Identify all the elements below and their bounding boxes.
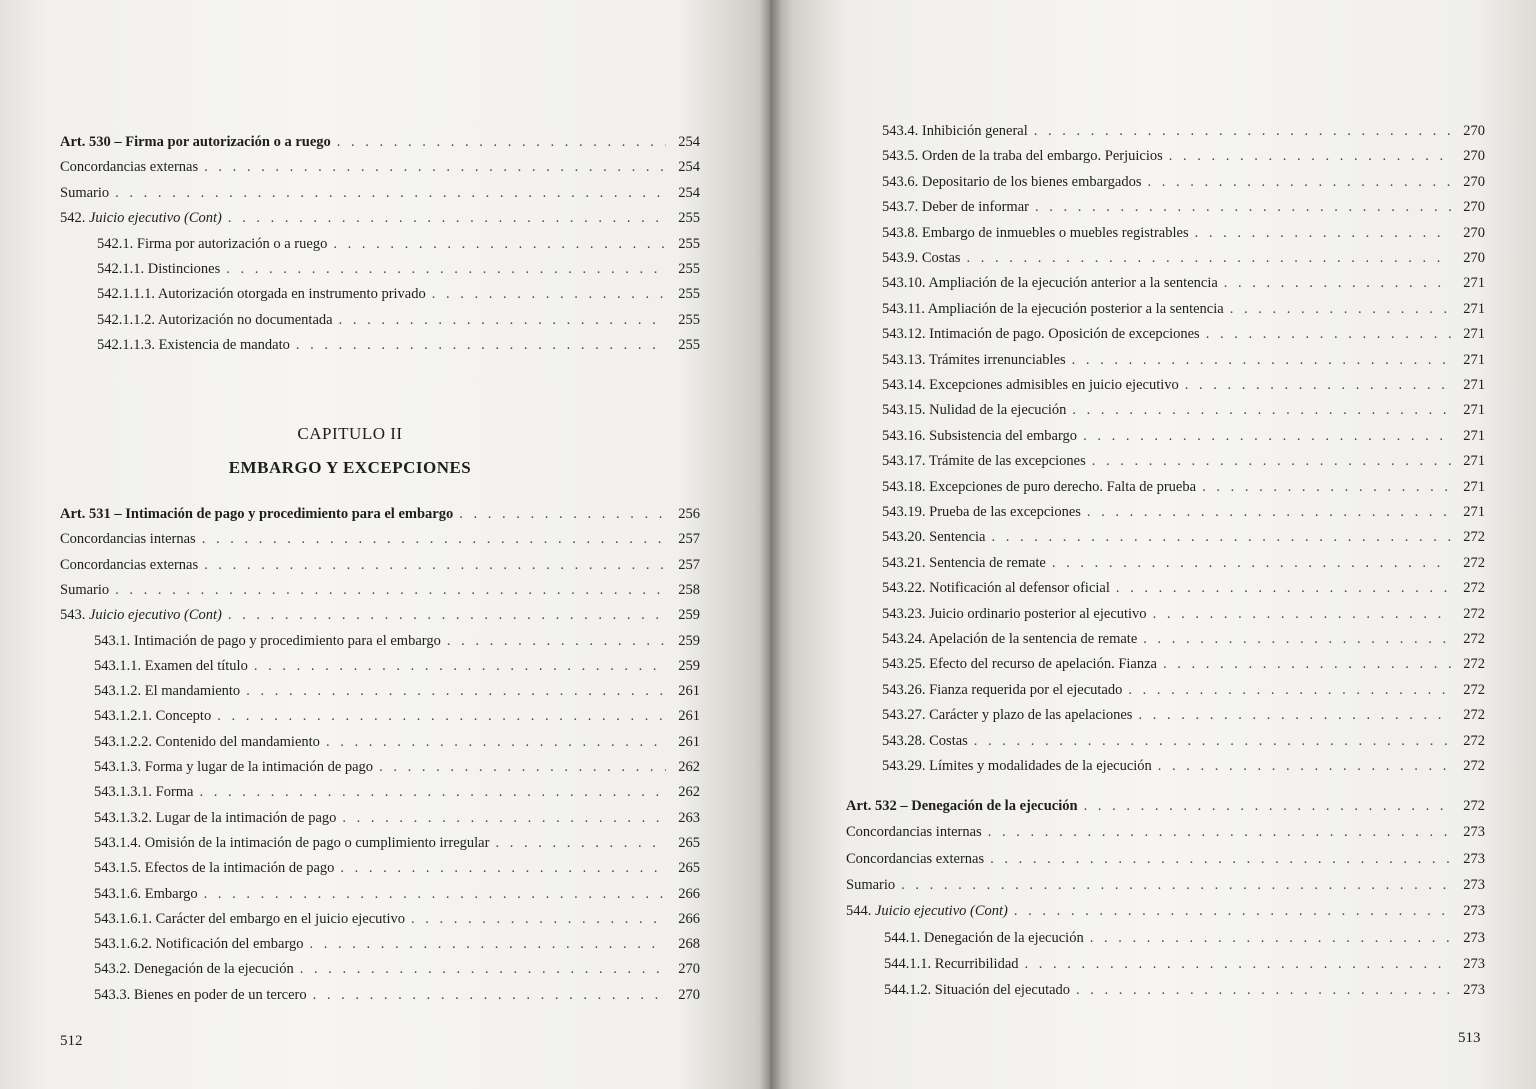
toc-entry-page: 256 [678, 506, 700, 522]
leader-dots [1025, 955, 1451, 973]
leader-dots [326, 733, 666, 751]
leader-dots [339, 311, 666, 329]
leader-dots [1230, 300, 1451, 318]
toc-entry-page: 272 [1463, 732, 1485, 749]
leader-dots [204, 556, 666, 574]
toc-entry-page: 273 [1463, 850, 1485, 867]
toc-entry-label: Art. 532 – Denegación de la ejecución [846, 798, 1078, 814]
toc-entry-label: 543.16. Subsistencia del embargo [882, 427, 1078, 444]
leader-dots [379, 758, 666, 776]
toc-entry [94, 758, 700, 776]
toc-entry-page: 270 [678, 961, 700, 978]
toc-entry-page: 271 [1463, 453, 1485, 470]
toc-entry-label: 543.1.3.2. Lugar de la intimación de pago [94, 809, 337, 826]
leader-dots [1169, 147, 1451, 165]
toc-entry [94, 682, 700, 700]
leader-dots [1138, 706, 1451, 724]
toc-entry-label: 542.1.1. Distinciones [97, 261, 221, 277]
toc-entry-label: Concordancias internas [846, 824, 982, 841]
toc-entry-label: 543.22. Notificación al defensor oficial [882, 580, 1110, 597]
toc-entry [882, 325, 1485, 343]
toc-entry-page: 257 [678, 556, 700, 573]
leader-dots [1128, 681, 1451, 699]
leader-dots [901, 876, 1451, 894]
toc-entry [882, 224, 1485, 242]
leader-dots [974, 732, 1451, 750]
leader-dots [1185, 376, 1451, 394]
leader-dots [1143, 630, 1451, 648]
toc-entry [846, 797, 1485, 815]
leader-dots [1092, 452, 1451, 470]
toc-entry-label: 543.14. Excepciones admisibles en juicio ejecutivo [882, 377, 1179, 393]
leader-dots [1034, 122, 1451, 140]
toc-entry-page: 270 [678, 986, 700, 1003]
leader-dots [1084, 797, 1451, 815]
toc-entry-label: 543.1.6.1. Carácter del embargo en el juicio ejecutivo [94, 910, 405, 927]
toc-entry-page: 255 [678, 261, 700, 277]
leader-dots [228, 209, 666, 227]
toc-entry [882, 503, 1485, 521]
leader-dots [459, 505, 666, 523]
toc-entry-page: 271 [1463, 275, 1485, 292]
toc-entry-label: Concordancias internas [60, 531, 196, 548]
leader-dots [1014, 902, 1451, 920]
leader-dots [432, 285, 666, 303]
leader-dots [300, 960, 666, 978]
leader-dots [337, 133, 666, 151]
page-number-left: 512 [60, 1033, 83, 1049]
toc-entry [882, 198, 1485, 216]
toc-entry [882, 478, 1485, 496]
toc-entry-page: 265 [678, 860, 700, 877]
toc-entry-label: 543.17. Trámite de las excepciones [882, 453, 1086, 470]
leader-dots [1224, 274, 1451, 292]
leader-dots [990, 850, 1451, 868]
toc-entry-page: 272 [1463, 580, 1485, 597]
toc-entry [882, 376, 1485, 394]
leader-dots [988, 823, 1451, 841]
toc-entry [94, 707, 700, 725]
toc-entry-page: 272 [1463, 656, 1485, 673]
toc-entry [882, 732, 1485, 750]
leader-dots [228, 606, 666, 624]
toc-entry-page: 266 [678, 910, 700, 927]
toc-entry [882, 554, 1485, 572]
toc-entry-label: Concordancias externas [60, 159, 199, 176]
toc-entry-page: 259 [678, 657, 700, 674]
toc-entry-page: 259 [678, 632, 700, 649]
toc-entry-label: 543.8. Embargo de inmuebles o muebles registrables [882, 224, 1189, 241]
toc-entry-page: 270 [1463, 250, 1485, 266]
toc-entry-label: 543.7. Deber de informar [882, 199, 1029, 216]
toc-entry-page: 272 [1463, 605, 1485, 622]
toc-entry-page: 261 [678, 708, 700, 725]
leader-dots [342, 809, 666, 827]
toc-entry-page: 271 [1463, 300, 1485, 317]
toc-entry-page: 255 [678, 235, 700, 252]
toc-entry [60, 184, 700, 202]
toc-entry-label: 543.4. Inhibición general [882, 123, 1028, 139]
toc-entry [882, 605, 1485, 623]
leader-dots [1035, 198, 1451, 216]
toc-entry [882, 147, 1485, 165]
toc-entry-label: 543.13. Trámites irrenunciables [882, 351, 1066, 368]
toc-entry-label: 542.1. Firma por autorización o a ruego [97, 235, 328, 252]
toc-entry-label: 543.1.3. Forma y lugar de la intimación de pago [94, 759, 374, 775]
toc-entry-page: 270 [1463, 224, 1485, 241]
leader-dots [115, 184, 666, 202]
toc-entry-page: 272 [1463, 758, 1485, 774]
toc-entry [94, 986, 700, 1004]
leader-dots [296, 336, 666, 354]
toc-entry-page: 259 [678, 607, 700, 624]
leader-dots [967, 249, 1451, 267]
leader-dots [1195, 224, 1451, 242]
toc-entry [60, 133, 700, 151]
leader-dots [1052, 554, 1451, 572]
leader-dots [1202, 478, 1451, 496]
leader-dots [1087, 503, 1451, 521]
toc-entry [884, 929, 1485, 947]
toc-entry-page: 263 [678, 809, 700, 826]
toc-entry [884, 981, 1485, 999]
leader-dots [313, 986, 666, 1004]
toc-entry-label: 543.25. Efecto del recurso de apelación. Fianza [882, 656, 1157, 673]
leader-dots [447, 632, 666, 650]
toc-entry-page: 272 [1463, 529, 1485, 546]
toc-entry-label: 543.1.1. Examen del título [94, 657, 248, 674]
toc-entry-page: 257 [678, 531, 700, 548]
toc-entry [882, 300, 1485, 318]
toc-entry [882, 351, 1485, 369]
toc-entry-label: 543.26. Fianza requerida por el ejecutado [882, 681, 1123, 698]
toc-entry [94, 885, 700, 903]
toc-entry-label: 543.1.2.1. Concepto [94, 708, 212, 725]
toc-entry-page: 271 [1463, 402, 1485, 419]
toc-entry-page: 255 [678, 311, 700, 328]
toc-entry-page: 268 [678, 936, 700, 953]
toc-entry-page: 271 [1463, 427, 1485, 444]
toc-entry-page: 258 [678, 581, 700, 598]
toc-entry-page: 270 [1463, 173, 1485, 190]
leader-dots [333, 235, 666, 253]
leader-dots [1072, 401, 1451, 419]
toc-entry-label: Art. 531 – Intimación de pago y procedimiento para el embargo [60, 506, 454, 522]
leader-dots [495, 834, 666, 852]
leader-dots [1090, 929, 1451, 947]
toc-entry-label: 543.10. Ampliación de la ejecución anterior a la sentencia [882, 275, 1218, 292]
toc-entry-label: 543.3. Bienes en poder de un tercero [94, 986, 307, 1003]
toc-entry [97, 260, 700, 278]
toc-entry [97, 336, 700, 354]
toc-entry-label: 543.18. Excepciones de puro derecho. Falta de prueba [882, 478, 1197, 495]
toc-entry-page: 271 [1463, 377, 1485, 393]
toc-entry-page: 272 [1463, 554, 1485, 571]
toc-entry [60, 581, 700, 599]
toc-entry-label: 543.1.6.2. Notificación del embargo [94, 936, 304, 953]
toc-entry-page: 271 [1463, 504, 1485, 520]
toc-entry-label: 543.23. Juicio ordinario posterior al ejecutivo [882, 605, 1147, 622]
toc-entry-page: 272 [1463, 631, 1485, 647]
toc-entry-page: 254 [678, 184, 700, 201]
toc-entry [882, 122, 1485, 140]
toc-entry-label: 542. Juicio ejecutivo (Cont) [60, 210, 222, 227]
toc-entry-label: 543.9. Costas [882, 250, 961, 266]
leader-dots [1116, 579, 1451, 597]
leader-dots [217, 707, 666, 725]
toc-entry-label: Sumario [60, 184, 110, 201]
toc-entry-label: 543.28. Costas [882, 732, 968, 749]
toc-entry-label: 543.1.2.2. Contenido del mandamiento [94, 733, 320, 750]
toc-entry [884, 955, 1485, 973]
toc-entry [97, 311, 700, 329]
leader-dots [199, 783, 666, 801]
leader-dots [340, 859, 666, 877]
toc-entry-label: 543.1. Intimación de pago y procedimiento para el embargo [94, 632, 441, 649]
leader-dots [1158, 757, 1451, 775]
toc-entry-label: 543.1.3.1. Forma [94, 784, 194, 801]
toc-entry [846, 823, 1485, 841]
toc-entry-label: 543.1.2. El mandamiento [94, 683, 241, 700]
toc-entry-label: 542.1.1.3. Existencia de mandato [97, 337, 290, 354]
toc-entry-page: 273 [1463, 903, 1485, 920]
toc-entry-label: 543.11. Ampliación de la ejecución posterior a la sentencia [882, 300, 1224, 317]
toc-entry [882, 630, 1485, 648]
toc-entry-label: 543.19. Prueba de las excepciones [882, 504, 1081, 520]
toc-entry-label: 543.1.4. Omisión de la intimación de pago o cumplimiento irregular [94, 834, 490, 851]
toc-entry-page: 271 [1463, 326, 1485, 343]
toc-entry-label: 543. Juicio ejecutivo (Cont) [60, 607, 222, 624]
toc-entry [882, 173, 1485, 191]
toc-entry-page: 273 [1463, 824, 1485, 841]
toc-entry [882, 528, 1485, 546]
toc-entry [94, 657, 700, 675]
toc-entry [882, 452, 1485, 470]
toc-entry-page: 255 [678, 286, 700, 303]
toc-entry-label: 544.1.2. Situación del ejecutado [884, 982, 1071, 999]
toc-entry-label: 543.21. Sentencia de remate [882, 554, 1046, 571]
toc-entry [60, 556, 700, 574]
toc-entry [882, 655, 1485, 673]
toc-entry [846, 902, 1485, 920]
toc-entry-page: 270 [1463, 148, 1485, 165]
toc-entry-page: 254 [678, 134, 700, 150]
toc-entry [882, 274, 1485, 292]
toc-entry-label: 544.1. Denegación de la ejecución [884, 929, 1084, 946]
toc-entry-page: 270 [1463, 199, 1485, 216]
leader-dots [310, 935, 666, 953]
book-gutter [760, 0, 782, 1089]
leader-dots [1083, 427, 1451, 445]
toc-entry-label: 543.5. Orden de la traba del embargo. Perjuicios [882, 148, 1163, 165]
toc-entry-page: 272 [1463, 681, 1485, 698]
toc-entry-page: 255 [678, 337, 700, 354]
leader-dots [1072, 351, 1451, 369]
toc-entry [60, 606, 700, 624]
chapter-title: EMBARGO Y EXCEPCIONES [228, 458, 472, 477]
leader-dots [204, 158, 666, 176]
toc-entry [97, 285, 700, 303]
toc-entry-label: 543.24. Apelación de la sentencia de remate [882, 631, 1138, 647]
toc-entry-page: 262 [678, 759, 700, 775]
toc-entry [882, 706, 1485, 724]
toc-entry-page: 273 [1463, 982, 1485, 999]
toc-entry-label: 543.1.6. Embargo [94, 885, 198, 902]
toc-entry-page: 261 [678, 733, 700, 750]
toc-entry-label: 543.1.5. Efectos de la intimación de pago [94, 860, 335, 877]
toc-entry [882, 401, 1485, 419]
toc-entry [94, 960, 700, 978]
leader-dots [246, 682, 666, 700]
toc-entry [97, 235, 700, 253]
toc-entry-page: 271 [1463, 351, 1485, 368]
leader-dots [254, 657, 666, 675]
toc-entry-page: 272 [1463, 798, 1485, 814]
toc-entry [60, 505, 700, 523]
toc-entry [94, 733, 700, 751]
toc-entry [882, 249, 1485, 267]
toc-entry [94, 632, 700, 650]
toc-entry-label: 544. Juicio ejecutivo (Cont) [846, 903, 1008, 920]
toc-entry-label: 542.1.1.2. Autorización no documentada [97, 311, 333, 328]
toc-entry-label: 543.12. Intimación de pago. Oposición de excepciones [882, 326, 1200, 343]
toc-entry-label: 542.1.1.1. Autorización otorgada en instrumento privado [97, 286, 426, 303]
toc-entry-label: 543.6. Depositario de los bienes embargados [882, 173, 1142, 190]
toc-entry [846, 850, 1485, 868]
toc-entry-page: 266 [678, 885, 700, 902]
leader-dots [1147, 173, 1451, 191]
toc-entry-page: 273 [1463, 955, 1485, 972]
toc-entry-page: 262 [678, 784, 700, 801]
toc-entry-label: 543.29. Límites y modalidades de la ejecución [882, 758, 1152, 774]
toc-entry [60, 158, 700, 176]
toc-entry-label: Sumario [846, 876, 896, 893]
leader-dots [202, 530, 666, 548]
leader-dots [226, 260, 666, 278]
right-page [770, 0, 1536, 1089]
chapter-number: CAPITULO II [297, 424, 403, 443]
toc-entry [882, 757, 1485, 775]
toc-entry-page: 270 [1463, 123, 1485, 139]
toc-entry-page: 254 [678, 159, 700, 176]
toc-entry-label: Art. 530 – Firma por autorización o a ruego [60, 134, 331, 150]
toc-entry-page: 265 [678, 834, 700, 851]
toc-entry-label: 543.27. Carácter y plazo de las apelaciones [882, 707, 1133, 724]
toc-entry [94, 809, 700, 827]
toc-entry-label: 543.15. Nulidad de la ejecución [882, 402, 1067, 419]
leader-dots [1163, 655, 1451, 673]
leader-dots [1153, 605, 1451, 623]
toc-entry [94, 834, 700, 852]
leader-dots [115, 581, 666, 599]
toc-entry-page: 271 [1463, 478, 1485, 495]
toc-entry-label: 543.20. Sentencia [882, 529, 986, 546]
toc-entry [846, 876, 1485, 894]
toc-entry [60, 209, 700, 227]
toc-entry-label: Sumario [60, 581, 110, 598]
toc-entry-label: Concordancias externas [846, 850, 985, 867]
toc-entry [882, 681, 1485, 699]
toc-entry-page: 273 [1463, 876, 1485, 893]
toc-entry-page: 272 [1463, 707, 1485, 724]
toc-entry-page: 261 [678, 683, 700, 700]
toc-entry [94, 783, 700, 801]
page-number-right: 513 [1458, 1030, 1481, 1046]
toc-entry [882, 427, 1485, 445]
leader-dots [204, 885, 666, 903]
toc-entry-label: Concordancias externas [60, 556, 199, 573]
toc-entry [60, 530, 700, 548]
leader-dots [1076, 981, 1451, 999]
leader-dots [992, 528, 1452, 546]
toc-entry [94, 859, 700, 877]
toc-entry [94, 910, 700, 928]
toc-entry-label: 543.2. Denegación de la ejecución [94, 961, 294, 978]
toc-entry [94, 935, 700, 953]
leader-dots [1206, 325, 1451, 343]
toc-entry-label: 544.1.1. Recurribilidad [884, 955, 1019, 972]
toc-entry-page: 255 [678, 210, 700, 227]
toc-entry-page: 273 [1463, 929, 1485, 946]
toc-entry [882, 579, 1485, 597]
leader-dots [411, 910, 666, 928]
